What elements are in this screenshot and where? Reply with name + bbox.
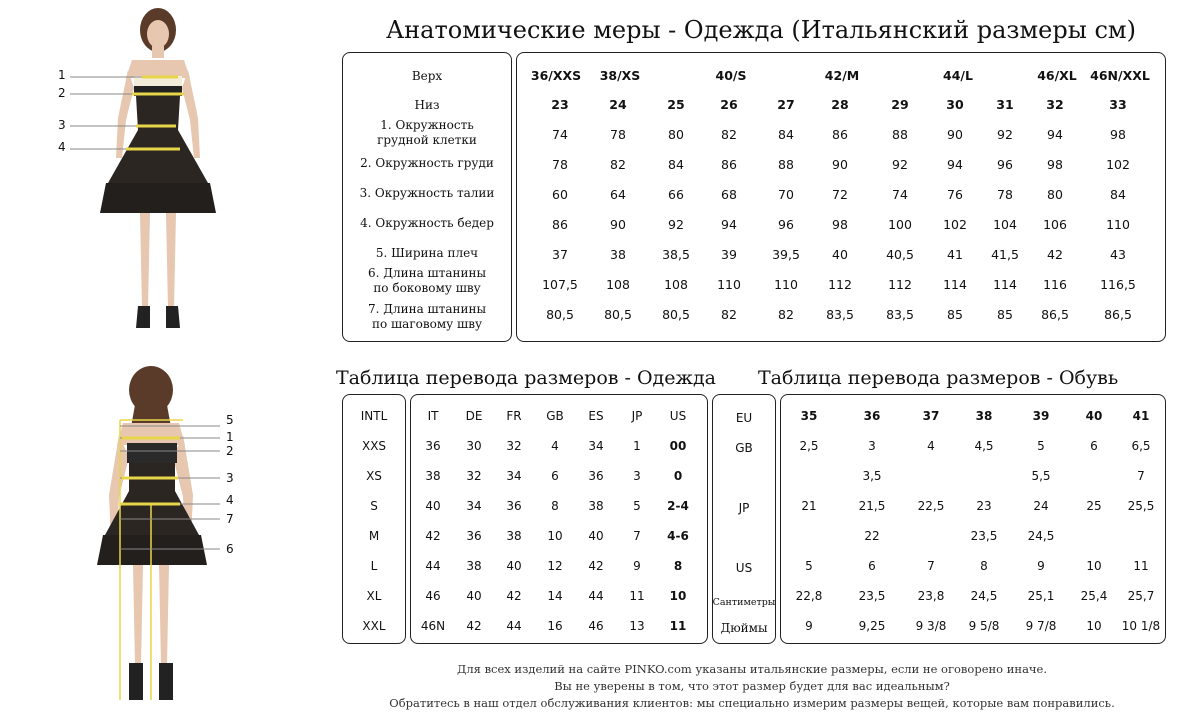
- anatomy-cell: 84: [778, 127, 794, 142]
- clothing-cell: 10: [669, 589, 687, 603]
- anatomy-row-label: 2. Окружность груди: [360, 156, 494, 170]
- anatomy-cell: 92: [668, 217, 684, 232]
- anatomy-cell: 106: [1043, 217, 1067, 232]
- anatomy-cell: 82: [778, 307, 794, 322]
- marker-6: 6: [226, 542, 234, 556]
- shoe-cell: 37: [922, 409, 940, 423]
- shoe-cell: 25,7: [1127, 589, 1155, 603]
- clothing-cell: 30: [466, 439, 482, 453]
- shoe-cell: 23,5: [970, 529, 998, 543]
- anatomy-cell: 80,5: [546, 307, 574, 322]
- clothing-cell: 1: [633, 439, 641, 453]
- anatomy-cell: 108: [606, 277, 630, 292]
- anatomy-cell: 88: [892, 127, 908, 142]
- bottom-size-header: 24: [609, 97, 627, 112]
- bottom-size-header: 23: [551, 97, 569, 112]
- clothing-size-label: INTL: [360, 409, 388, 423]
- anatomy-cell: 40: [832, 247, 848, 262]
- anatomy-cell: 94: [947, 157, 963, 172]
- marker-2: 2: [58, 86, 66, 100]
- anatomy-row-label: 1. Окружность грудной клетки: [377, 118, 477, 147]
- anatomy-cell: 90: [610, 217, 626, 232]
- shoe-cell: 6: [1090, 439, 1098, 453]
- anatomy-cell: 102: [1106, 157, 1130, 172]
- shoe-cell: 23,5: [858, 589, 886, 603]
- shoe-cell: 36: [863, 409, 881, 423]
- anatomy-cell: 92: [892, 157, 908, 172]
- clothing-cell: 46: [425, 589, 441, 603]
- clothing-header: ES: [588, 409, 604, 423]
- shoe-cell: 10: [1086, 559, 1102, 573]
- anatomy-cell: 85: [947, 307, 963, 322]
- clothing-cell: 42: [425, 529, 441, 543]
- clothing-cell: 38: [425, 469, 441, 483]
- shoe-cell: 24,5: [970, 589, 998, 603]
- clothing-header: DE: [465, 409, 483, 423]
- anatomy-row-label: 6. Длина штанины по боковому шву: [367, 266, 487, 295]
- clothing-cell: 40: [425, 499, 441, 513]
- bottom-size-header: 26: [720, 97, 738, 112]
- clothing-cell: 42: [466, 619, 482, 633]
- anatomy-cell: 94: [721, 217, 737, 232]
- anatomy-cell: 96: [997, 157, 1013, 172]
- anatomy-cell: 110: [1106, 217, 1130, 232]
- shoe-cell: 23,8: [917, 589, 945, 603]
- front-model-figure: [88, 8, 228, 353]
- anatomy-cell: 86: [552, 217, 568, 232]
- shoe-cell: 9,25: [858, 619, 886, 633]
- anatomy-row-label: 3. Окружность талии: [359, 186, 495, 200]
- anatomy-cell: 60: [552, 187, 568, 202]
- clothing-cell: 40: [506, 559, 522, 573]
- clothing-cell: 40: [466, 589, 482, 603]
- anatomy-cell: 86,5: [1041, 307, 1069, 322]
- clothing-header: FR: [506, 409, 522, 423]
- clothing-cell: 8: [551, 499, 559, 513]
- top-size-header: 38/XS: [599, 68, 641, 83]
- anatomy-cell: 92: [997, 127, 1013, 142]
- clothing-cell: 6: [551, 469, 559, 483]
- anatomy-cell: 116,5: [1100, 277, 1136, 292]
- anatomy-cell: 100: [888, 217, 912, 232]
- clothing-cell: 16: [547, 619, 563, 633]
- clothing-size-label: XXS: [361, 439, 387, 453]
- clothing-header: US: [669, 409, 687, 423]
- shoe-cell: 9: [1037, 559, 1045, 573]
- shoe-row-label: US: [735, 561, 753, 575]
- anatomy-cell: 102: [943, 217, 967, 232]
- marker-1: 1: [58, 68, 66, 82]
- clothing-cell: 44: [506, 619, 522, 633]
- anatomy-cell: 41: [947, 247, 963, 262]
- anatomy-cell: 82: [610, 157, 626, 172]
- shoe-cell: 22,8: [795, 589, 823, 603]
- shoe-cell: 24: [1033, 499, 1049, 513]
- shoe-cell: 25: [1086, 499, 1102, 513]
- clothing-cell: 00: [669, 439, 687, 453]
- marker-7: 7: [226, 512, 234, 526]
- anatomy-cell: 98: [1110, 127, 1126, 142]
- anatomy-cell: 104: [993, 217, 1017, 232]
- clothing-size-label: S: [370, 499, 378, 513]
- clothing-cell: 0: [673, 469, 683, 483]
- anatomy-cell: 90: [947, 127, 963, 142]
- shoe-cell: 10: [1086, 619, 1102, 633]
- anatomy-cell: 80: [668, 127, 684, 142]
- anatomy-cell: 80,5: [662, 307, 690, 322]
- bottom-size-header: 28: [831, 97, 849, 112]
- shoe-cell: 10 1/8: [1121, 619, 1161, 633]
- clothing-cell: 34: [506, 469, 522, 483]
- anatomy-cell: 98: [1047, 157, 1063, 172]
- anatomy-cell: 86: [832, 127, 848, 142]
- clothing-size-label: XXL: [362, 619, 386, 633]
- clothing-cell: 32: [506, 439, 522, 453]
- anatomy-cell: 86,5: [1104, 307, 1132, 322]
- shoe-cell: 22,5: [917, 499, 945, 513]
- shoe-cell: 35: [800, 409, 818, 423]
- bottom-size-header: 33: [1109, 97, 1127, 112]
- anatomy-cell: 110: [717, 277, 741, 292]
- clothing-size-label: XL: [366, 589, 382, 603]
- anatomy-cell: 80: [1047, 187, 1063, 202]
- clothing-cell: 11: [629, 589, 645, 603]
- top-size-header: 40/S: [715, 68, 747, 83]
- top-size-header: 36/XXS: [530, 68, 582, 83]
- shoe-cell: 2,5: [799, 439, 819, 453]
- shoe-cell: 24,5: [1027, 529, 1055, 543]
- anatomy-cell: 98: [832, 217, 848, 232]
- bottom-size-header: 30: [946, 97, 964, 112]
- clothing-cell: 8: [673, 559, 683, 573]
- marker-4: 4: [58, 140, 66, 154]
- footer-line-2: Вы не уверены в том, что этот размер будет для вас идеальным?: [554, 679, 950, 693]
- clothing-cell: 40: [588, 529, 604, 543]
- clothing-cell: 7: [633, 529, 641, 543]
- anatomy-cell: 107,5: [542, 277, 578, 292]
- clothing-cell: 44: [425, 559, 441, 573]
- anatomy-cell: 112: [888, 277, 912, 292]
- shoe-cell: 5: [805, 559, 813, 573]
- marker-1: 1: [226, 430, 234, 444]
- anatomy-cell: 108: [664, 277, 688, 292]
- anatomy-cell: 83,5: [826, 307, 854, 322]
- anatomy-cell: 43: [1110, 247, 1126, 262]
- bottom-size-header: 27: [777, 97, 795, 112]
- clothing-header: JP: [631, 409, 643, 423]
- clothing-cell: 32: [466, 469, 482, 483]
- shoe-cell: 7: [1137, 469, 1145, 483]
- shoe-cell: 25,5: [1127, 499, 1155, 513]
- anatomy-row-label: 5. Ширина плеч: [375, 246, 479, 260]
- clothing-cell: 42: [588, 559, 604, 573]
- anatomy-cell: 82: [721, 127, 737, 142]
- shoe-cell: 4,5: [974, 439, 994, 453]
- clothing-cell: 38: [506, 529, 522, 543]
- bottom-size-header: 31: [996, 97, 1014, 112]
- clothing-header: GB: [546, 409, 564, 423]
- shoe-cell: 5,5: [1031, 469, 1051, 483]
- clothing-size-label: XS: [366, 469, 382, 483]
- anatomy-cell: 84: [1110, 187, 1126, 202]
- shoe-cell: 7: [927, 559, 935, 573]
- clothing-cell: 9: [633, 559, 641, 573]
- shoe-cell: 23: [976, 499, 992, 513]
- clothing-cell: 11: [669, 619, 687, 633]
- bottom-size-header: 32: [1046, 97, 1064, 112]
- anatomy-cell: 38: [610, 247, 626, 262]
- clothing-cell: 10: [547, 529, 563, 543]
- footer-line-3: Обратитесь в наш отдел обслуживания клиентов: мы специально измерим размеры вещей, которые вам понравились.: [389, 696, 1115, 710]
- clothing-cell: 44: [588, 589, 604, 603]
- shoe-cell: 21: [801, 499, 817, 513]
- shoe-cell: 9: [805, 619, 813, 633]
- clothing-cell: 34: [466, 499, 482, 513]
- clothing-cell: 5: [633, 499, 641, 513]
- shoe-cell: 41: [1132, 409, 1150, 423]
- clothing-cell: 36: [506, 499, 522, 513]
- anatomy-cell: 94: [1047, 127, 1063, 142]
- anatomy-cell: 74: [552, 127, 568, 142]
- shoe-cell: 6: [868, 559, 876, 573]
- anatomy-cell: 96: [778, 217, 794, 232]
- anatomy-cell: 72: [832, 187, 848, 202]
- shoe-cell: 6,5: [1131, 439, 1151, 453]
- shoe-cell: 39: [1032, 409, 1050, 423]
- shoe-cell: 25,4: [1080, 589, 1108, 603]
- shoes-values-box: [780, 394, 1166, 644]
- clothing-cell: 34: [588, 439, 604, 453]
- anatomy-cell: 114: [943, 277, 967, 292]
- shoe-row-label: EU: [735, 411, 753, 425]
- clothing-values-box: [410, 394, 708, 644]
- anatomy-cell: 78: [997, 187, 1013, 202]
- footer-line-1: Для всех изделий на сайте PINKO.com указаны итальянские размеры, если не оговорено иначе.: [457, 662, 1047, 676]
- shoe-cell: 9 5/8: [968, 619, 1000, 633]
- anatomy-cell: 78: [552, 157, 568, 172]
- shoe-row-label: Сантиметры: [712, 597, 776, 608]
- anatomy-cell: 68: [721, 187, 737, 202]
- anatomy-cell: 85: [997, 307, 1013, 322]
- anatomy-cell: 39,5: [772, 247, 800, 262]
- anatomy-row-label: 7. Длина штанины по шаговому шву: [367, 302, 487, 331]
- shoe-cell: 22: [864, 529, 880, 543]
- clothing-cell: 36: [425, 439, 441, 453]
- marker-4: 4: [226, 493, 234, 507]
- shoe-cell: 5: [1037, 439, 1045, 453]
- clothing-cell: 4-6: [667, 529, 689, 543]
- clothing-header: IT: [427, 409, 439, 423]
- shoe-cell: 9 3/8: [915, 619, 947, 633]
- shoe-cell: 38: [975, 409, 993, 423]
- clothing-cell: 4: [551, 439, 559, 453]
- shoe-cell: 9 7/8: [1025, 619, 1057, 633]
- page-title: Анатомические меры - Одежда (Итальянский размеры см): [386, 16, 1136, 44]
- anatomy-cell: 86: [721, 157, 737, 172]
- anatomy-cell: 110: [774, 277, 798, 292]
- bottom-size-header: 29: [891, 97, 909, 112]
- shoe-cell: 25,1: [1027, 589, 1055, 603]
- shoe-row-label: Дюймы: [720, 621, 768, 635]
- shoe-cell: 8: [980, 559, 988, 573]
- clothing-cell: 46: [588, 619, 604, 633]
- anatomy-cell: 78: [610, 127, 626, 142]
- anatomy-cell: 64: [610, 187, 626, 202]
- clothing-size-label: M: [368, 529, 380, 543]
- clothing-labels-box: [342, 394, 406, 644]
- anatomy-cell: 112: [828, 277, 852, 292]
- anatomy-cell: 80,5: [604, 307, 632, 322]
- clothing-cell: 42: [506, 589, 522, 603]
- marker-3: 3: [58, 118, 66, 132]
- clothing-cell: 46N: [420, 619, 446, 633]
- anatomy-cell: 40,5: [886, 247, 914, 262]
- anatomy-cell: 42: [1047, 247, 1063, 262]
- clothing-cell: 13: [629, 619, 645, 633]
- clothing-cell: 3: [633, 469, 641, 483]
- shoe-cell: 4: [927, 439, 935, 453]
- shoe-row-label: GB: [735, 441, 753, 455]
- anatomy-cell: 83,5: [886, 307, 914, 322]
- shoe-cell: 40: [1085, 409, 1103, 423]
- anatomy-cell: 114: [993, 277, 1017, 292]
- anatomy-cell: 116: [1043, 277, 1067, 292]
- anatomy-cell: 82: [721, 307, 737, 322]
- anatomy-cell: 41,5: [991, 247, 1019, 262]
- anatomy-cell: 84: [668, 157, 684, 172]
- bottom-size-header: 25: [667, 97, 685, 112]
- anatomy-cell: 66: [668, 187, 684, 202]
- anatomy-cell: 88: [778, 157, 794, 172]
- clothing-table-title: Таблица перевода размеров - Одежда: [336, 367, 716, 389]
- clothing-cell: 38: [588, 499, 604, 513]
- clothing-cell: 14: [547, 589, 563, 603]
- marker-5: 5: [226, 413, 234, 427]
- clothing-cell: 38: [466, 559, 482, 573]
- anatomy-cell: 38,5: [662, 247, 690, 262]
- anatomy-cell: 90: [832, 157, 848, 172]
- clothing-cell: 36: [466, 529, 482, 543]
- top-size-header: 44/L: [943, 68, 973, 83]
- marker-3: 3: [226, 471, 234, 485]
- clothing-cell: 12: [547, 559, 563, 573]
- shoe-cell: 11: [1133, 559, 1149, 573]
- shoes-table-title: Таблица перевода размеров - Обувь: [758, 367, 1119, 389]
- anatomy-row-label: Низ: [414, 98, 440, 112]
- shoe-cell: 3: [868, 439, 876, 453]
- front-guide-lines: [60, 70, 190, 160]
- anatomy-cell: 70: [778, 187, 794, 202]
- shoe-cell: 21,5: [858, 499, 886, 513]
- marker-2: 2: [226, 444, 234, 458]
- anatomy-cell: 74: [892, 187, 908, 202]
- anatomy-cell: 37: [552, 247, 568, 262]
- clothing-cell: 2-4: [667, 499, 689, 513]
- anatomy-cell: 39: [721, 247, 737, 262]
- clothing-size-label: L: [370, 559, 378, 573]
- top-size-header: 46/XL: [1037, 68, 1077, 83]
- back-guide-lines: [120, 418, 230, 558]
- shoe-cell: 3,5: [862, 469, 882, 483]
- shoe-row-label: JP: [738, 501, 750, 515]
- anatomy-row-label: 4. Окружность бедер: [360, 216, 494, 230]
- clothing-cell: 36: [588, 469, 604, 483]
- top-size-header: 42/M: [824, 68, 860, 83]
- anatomy-cell: 76: [947, 187, 963, 202]
- anatomy-row-label: Верх: [411, 69, 443, 83]
- top-size-header: 46N/XXL: [1090, 68, 1150, 83]
